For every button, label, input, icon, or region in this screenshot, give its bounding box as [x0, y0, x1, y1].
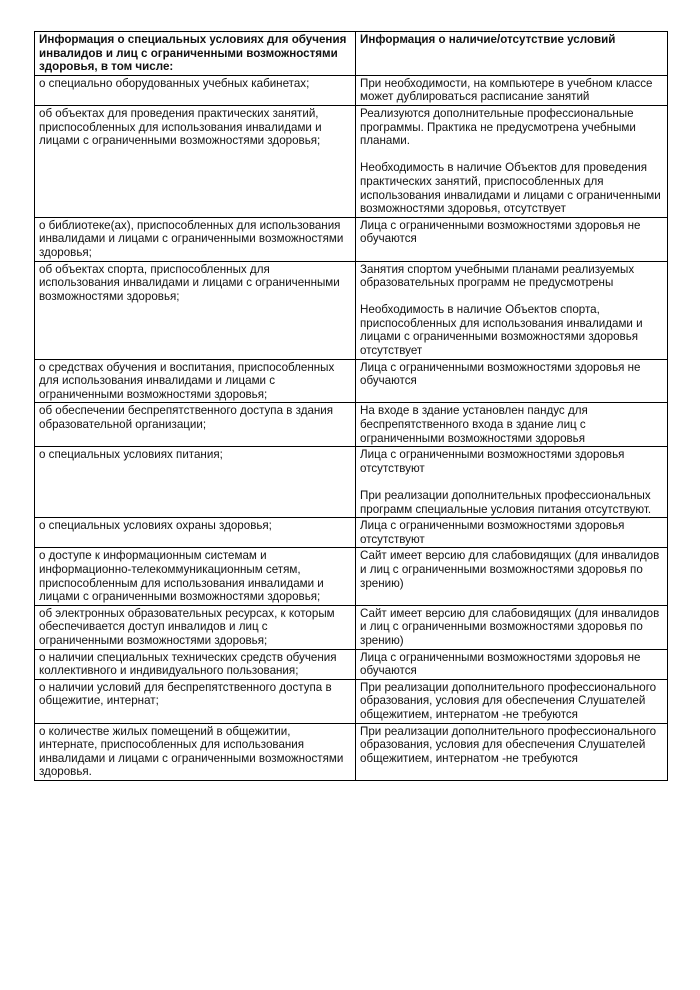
- row-item: о наличии условий для беспрепятственного доступа в общежитие, интернат;: [35, 679, 356, 723]
- row-info-text: При необходимости, на компьютере в учебном классе может дублироваться расписание занятий: [360, 76, 653, 104]
- table-row: [35, 75, 668, 105]
- row-info: [356, 518, 668, 548]
- row-info: [356, 105, 668, 217]
- row-info: [356, 75, 668, 105]
- row-info: [356, 217, 668, 261]
- row-info-text: На входе в здание установлен пандус для беспрепятственного входа в здание лиц с ограниченными возможностями здоровья: [360, 404, 588, 445]
- row-info-text: Необходимость в наличие Объектов спорта, приспособленных для использования инвалидами и лицами с ограниченными возможностями здоровья отсутствует: [360, 303, 643, 358]
- row-item: об электронных образовательных ресурсах, к которым обеспечивается доступ инвалидов и лиц с ограниченными возможностями здоровья;: [35, 605, 356, 649]
- row-info-text: Лица с ограниченными возможностями здоровья отсутствуют: [360, 448, 625, 475]
- row-info-text: Лица с ограниченными возможностями здоровья не обучаются: [360, 218, 641, 246]
- row-info: [356, 447, 668, 518]
- row-item: о библиотеке(ах), приспособленных для использования инвалидами и лицами с ограниченными возможностями здоровья;: [35, 217, 356, 261]
- table-row: [35, 105, 668, 217]
- table-row: [35, 359, 668, 403]
- row-info-text: При реализации дополнительного профессионального образования, условия для обеспечения Слушателей общежитием, интернатом -не требуются: [360, 680, 657, 721]
- row-info: [356, 403, 668, 447]
- table-row: [35, 649, 668, 679]
- header-availability: Информация о наличие/отсутствие условий: [356, 32, 668, 76]
- row-info: [356, 548, 668, 605]
- row-info-text: При реализации дополнительного профессионального образования, условия для обеспечения Слушателей общежитием, интернатом -не требуются: [360, 724, 657, 765]
- table-row: [35, 723, 668, 780]
- row-info: [356, 679, 668, 723]
- row-info: [356, 723, 668, 780]
- row-info-text: Сайт имеет версию для слабовидящих (для инвалидов и лиц с ограниченными возможностями здоровья по зрению): [360, 606, 660, 647]
- row-info: [356, 261, 668, 359]
- row-item: о специальных условиях охраны здоровья;: [35, 518, 356, 548]
- table-row: [35, 217, 668, 261]
- row-info-text: Необходимость в наличие Объектов для проведения практических занятий, приспособленных для использования инвалидами и лицами с ограниченными возможностями здоровья, отсутствует: [360, 161, 661, 216]
- row-item: о наличии специальных технических средств обучения коллективного и индивидуального пользования;: [35, 649, 356, 679]
- table-row: [35, 403, 668, 447]
- table-row: [35, 605, 668, 649]
- row-item: об объектах спорта, приспособленных для использования инвалидами и лицами с ограниченными возможностями здоровья;: [35, 261, 356, 359]
- row-item: об обеспечении беспрепятственного доступа в здания образовательной организации;: [35, 403, 356, 447]
- row-item: об объектах для проведения практических занятий, приспособленных для использования инвалидами и лицами с ограниченными возможностями здоровья;: [35, 105, 356, 217]
- table-row: [35, 261, 668, 359]
- row-item: о доступе к информационным системам и информационно-телекоммуникационным сетям, приспособленным для использования инвалидами и лицами с ограниченными возможностями здоровья;: [35, 548, 356, 605]
- row-item: о количестве жилых помещений в общежитии, интернате, приспособленных для использования инвалидами и лицами с ограниченными возможностями здоровья.: [35, 723, 356, 780]
- row-item: о специально оборудованных учебных кабинетах;: [35, 75, 356, 105]
- row-info-text: Лица с ограниченными возможностями здоровья не обучаются: [360, 360, 641, 388]
- row-info-text: Занятия спортом учебными планами реализуемых образовательных программ не предусмотрены: [360, 262, 635, 290]
- row-info-text: Лица с ограниченными возможностями здоровья отсутствуют: [360, 519, 625, 546]
- table-row: [35, 447, 668, 518]
- table-row: [35, 518, 668, 548]
- row-info: [356, 605, 668, 649]
- table-row: [35, 679, 668, 723]
- header-conditions: Информация о специальных условиях для обучения инвалидов и лиц с ограниченными возможностями здоровья, в том числе:: [35, 32, 356, 76]
- conditions-table: [34, 31, 668, 781]
- row-item: о специальных условиях питания;: [35, 447, 356, 518]
- table-row: [35, 548, 668, 605]
- row-info-text: Реализуются дополнительные профессиональные программы. Практика не предусмотрена учебными планами.: [360, 106, 636, 148]
- row-info: [356, 649, 668, 679]
- table-header-row: [35, 32, 668, 76]
- row-item: о средствах обучения и воспитания, приспособленных для использования инвалидами и лицами с ограниченными возможностями здоровья;: [35, 359, 356, 403]
- row-info-text: При реализации дополнительных профессиональных программ специальные условия питания отсутствуют.: [360, 489, 652, 516]
- row-info: [356, 359, 668, 403]
- row-info-text: Сайт имеет версию для слабовидящих (для инвалидов и лиц с ограниченными возможностями здоровья по зрению): [360, 549, 660, 590]
- row-info-text: Лица с ограниченными возможностями здоровья не обучаются: [360, 650, 641, 678]
